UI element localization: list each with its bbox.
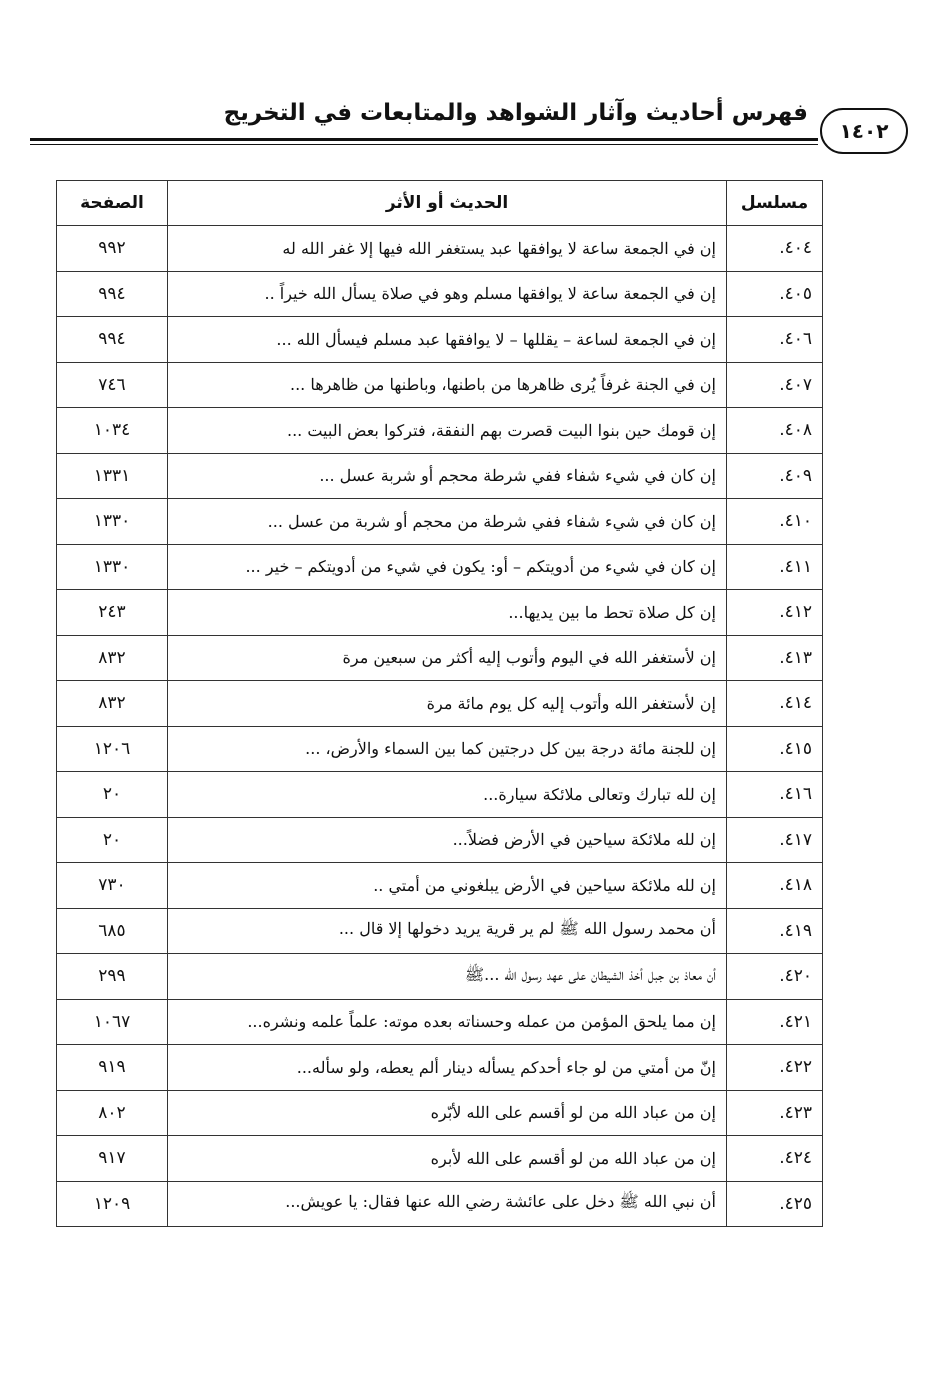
- page-number-cell: ٢٠: [57, 817, 168, 863]
- page-number-cell: ٨٣٢: [57, 635, 168, 681]
- hadith-text-cell: إن لأستغفر الله في اليوم وأتوب إليه أكثر من سبعين مرة: [168, 635, 727, 681]
- hadith-text-cell: إن مما يلحق المؤمن من عمله وحسناته بعده موته: علماً علمه ونشره...: [168, 999, 727, 1045]
- table-row: [57, 1181, 823, 1227]
- serial-cell: ٤٢٠.: [727, 954, 823, 1000]
- serial-cell: ٤١٦.: [727, 772, 823, 818]
- table-row: [57, 317, 823, 363]
- page-number-cell: ٩١٧: [57, 1136, 168, 1182]
- serial-cell: ٤١٤.: [727, 681, 823, 727]
- table-row: [57, 271, 823, 317]
- hadith-text-cell: إن في الجمعة لساعة – يقللها – لا يوافقها عبد مسلم فيسأل الله ...: [168, 317, 727, 363]
- hadith-text-cell: إن كان في شيء من أدويتكم – أو: يكون في شيء من أدويتكم – خير ...: [168, 544, 727, 590]
- serial-cell: ٤١٣.: [727, 635, 823, 681]
- hadith-text-cell: إن كان في شيء شفاء ففي شرطة محجم أو شربة عسل ...: [168, 453, 727, 499]
- hadith-text-cell: أن محمد رسول الله ﷺ لم ير قرية يريد دخولها إلا قال ...: [168, 908, 727, 954]
- hadith-text-cell: إن كان في شيء شفاء ففي شرطة من محجم أو شربة من عسل ...: [168, 499, 727, 545]
- page-number: ١٤٠٢: [820, 108, 908, 154]
- page-number-cell: ٧٣٠: [57, 863, 168, 909]
- page-number-cell: ٨٠٢: [57, 1090, 168, 1136]
- page-number-cell: ٨٣٢: [57, 681, 168, 727]
- serial-cell: ٤١١.: [727, 544, 823, 590]
- hadith-text-cell: إن قومك حين بنوا البيت قصرت بهم النفقة، فتركوا بعض البيت ...: [168, 408, 727, 454]
- page-number-cell: ٦٨٥: [57, 908, 168, 954]
- serial-cell: ٤١٠.: [727, 499, 823, 545]
- hadith-index-table: [56, 180, 823, 1227]
- table-row: [57, 408, 823, 454]
- hadith-text-cell: إن لأستغفر الله وأتوب إليه كل يوم مائة مرة: [168, 681, 727, 727]
- page-number-cell: ١٠٣٤: [57, 408, 168, 454]
- serial-cell: ٤٢١.: [727, 999, 823, 1045]
- column-header-serial: مسلسل: [727, 181, 823, 226]
- page-number-cell: ٢٤٣: [57, 590, 168, 636]
- column-header-page: الصفحة: [57, 181, 168, 226]
- serial-cell: ٤٠٧.: [727, 362, 823, 408]
- table-row: [57, 999, 823, 1045]
- page-number-cell: ٢٩٩: [57, 954, 168, 1000]
- serial-cell: ٤١٢.: [727, 590, 823, 636]
- table-row: [57, 499, 823, 545]
- table-row: [57, 1136, 823, 1182]
- hadith-text-cell: إن في الجنة غرفاً يُرى ظاهرها من باطنها، وباطنها من ظاهرها ...: [168, 362, 727, 408]
- table-row: [57, 362, 823, 408]
- serial-cell: ٤٢٥.: [727, 1181, 823, 1227]
- page-number-cell: ٧٤٦: [57, 362, 168, 408]
- page-number-cell: ٩٩٤: [57, 271, 168, 317]
- page-number-cell: ١٠٦٧: [57, 999, 168, 1045]
- hadith-text-cell: إن في الجمعة ساعة لا يوافقها مسلم وهو في صلاة يسأل الله خيراً ..: [168, 271, 727, 317]
- serial-cell: ٤٠٩.: [727, 453, 823, 499]
- hadith-text-cell: إن كل صلاة تحط ما بين يديها...: [168, 590, 727, 636]
- page-number-cell: ١٣٣٠: [57, 499, 168, 545]
- header-rule: [30, 138, 818, 141]
- serial-cell: ٤٢٣.: [727, 1090, 823, 1136]
- hadith-text-cell: أن معاذ بن جبل أخذ الشيطان على عهد رسول الله ...ﷺ: [168, 954, 727, 1000]
- serial-cell: ٤١٥.: [727, 726, 823, 772]
- serial-cell: ٤٢٤.: [727, 1136, 823, 1182]
- running-title: فهرس أحاديث وآثار الشواهد والمتابعات في التخريج: [223, 100, 808, 126]
- serial-cell: ٤٠٤.: [727, 226, 823, 272]
- table-row: [57, 635, 823, 681]
- header-rule-thin: [30, 144, 818, 145]
- table-row: [57, 954, 823, 1000]
- serial-cell: ٤١٨.: [727, 863, 823, 909]
- page-header: [30, 100, 908, 160]
- page-number-cell: ٢٠: [57, 772, 168, 818]
- table-row: [57, 726, 823, 772]
- page-number-cell: ٩١٩: [57, 1045, 168, 1091]
- page-number-cell: ٩٩٤: [57, 317, 168, 363]
- serial-cell: ٤٠٨.: [727, 408, 823, 454]
- table-header-row: [57, 181, 823, 226]
- table-row: [57, 1045, 823, 1091]
- hadith-text-cell: إنّ من أمتي من لو جاء أحدكم يسأله دينار ألم يعطه، ولو سأله...: [168, 1045, 727, 1091]
- table-row: [57, 1090, 823, 1136]
- hadith-text-cell: إن لله ملائكة سياحين في الأرض فضلاً...: [168, 817, 727, 863]
- serial-cell: ٤١٩.: [727, 908, 823, 954]
- hadith-text-cell: أن نبي الله ﷺ دخل على عائشة رضي الله عنها فقال: يا عويش...: [168, 1181, 727, 1227]
- hadith-text-cell: إن للجنة مائة درجة بين كل درجتين كما بين السماء والأرض، ...: [168, 726, 727, 772]
- serial-cell: ٤٢٢.: [727, 1045, 823, 1091]
- hadith-text-cell: إن لله تبارك وتعالى ملائكة سيارة...: [168, 772, 727, 818]
- hadith-text-cell: إن من عباد الله من لو أقسم على الله لأبره: [168, 1136, 727, 1182]
- page-number-cell: ١٣٣١: [57, 453, 168, 499]
- hadith-text-cell: إن في الجمعة ساعة لا يوافقها عبد يستغفر الله فيها إلا غفر الله له: [168, 226, 727, 272]
- table-row: [57, 226, 823, 272]
- table-row: [57, 590, 823, 636]
- column-header-text: الحديث أو الأثر: [168, 181, 727, 226]
- table-row: [57, 681, 823, 727]
- serial-cell: ٤١٧.: [727, 817, 823, 863]
- table-row: [57, 863, 823, 909]
- serial-cell: ٤٠٦.: [727, 317, 823, 363]
- table-row: [57, 772, 823, 818]
- table-row: [57, 544, 823, 590]
- table-row: [57, 908, 823, 954]
- page-number-cell: ٩٩٢: [57, 226, 168, 272]
- hadith-text-cell: إن لله ملائكة سياحين في الأرض يبلغوني من أمتي ..: [168, 863, 727, 909]
- page-number-cell: ١٣٣٠: [57, 544, 168, 590]
- hadith-text-cell: إن من عباد الله من لو أقسم على الله لأبّره: [168, 1090, 727, 1136]
- page-number-cell: ١٢٠٩: [57, 1181, 168, 1227]
- table-row: [57, 817, 823, 863]
- table-row: [57, 453, 823, 499]
- page-number-cell: ١٢٠٦: [57, 726, 168, 772]
- serial-cell: ٤٠٥.: [727, 271, 823, 317]
